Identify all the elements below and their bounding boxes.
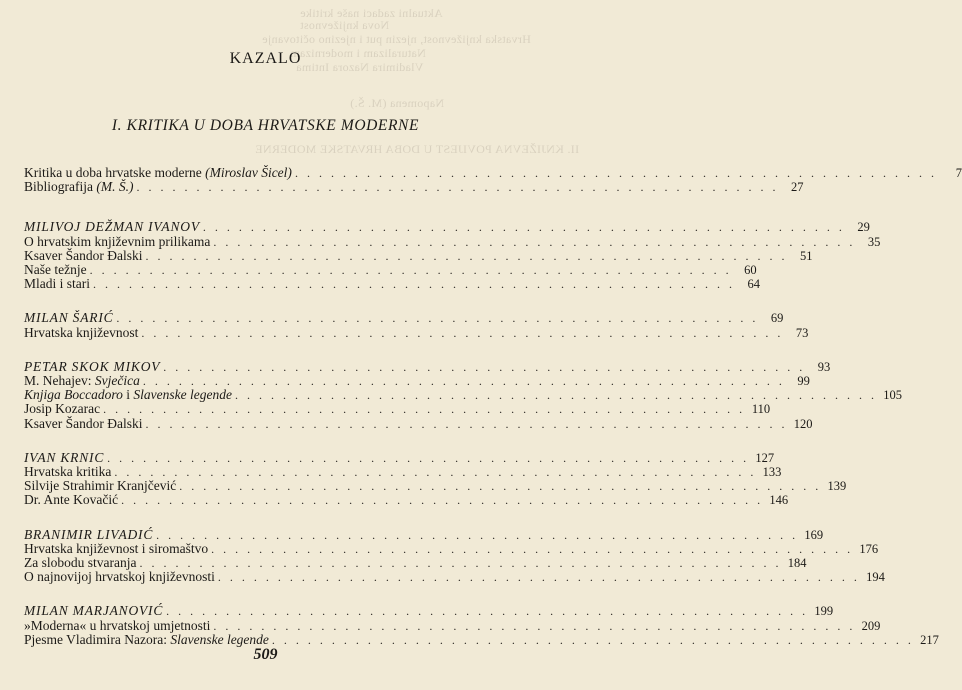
entry-title-text: »Moderna« u hrvatskoj umjetnosti <box>24 617 211 633</box>
entry-page-number: 217 <box>920 632 939 647</box>
author-entry <box>24 603 834 619</box>
entry-title <box>24 180 133 194</box>
section-title: I. KRITIKA U DOBA HRVATSKE MODERNE <box>111 117 420 134</box>
dot-leader: . . . . . . . . . . . . . . . . . . . . . . . . . . . . . . . . . . . . . . . . . . . . . . . . . . . . . . <box>145 248 788 263</box>
entry-title-text: Dr. Ante Kovačić <box>24 492 119 508</box>
entry-title-text: Bibliografija <box>24 179 97 195</box>
entry-page-number: 64 <box>747 277 760 292</box>
entry-title-text: MILAN MARJANOVIĆ <box>24 603 164 619</box>
author-entry <box>24 358 831 374</box>
dot-leader: . . . . . . . . . . . . . . . . . . . . . . . . . . . . . . . . . . . . . . . . . . . . . . . . . . . . . . <box>294 166 937 180</box>
entry-page-number: 176 <box>859 541 879 556</box>
entry-title-text: Za slobodu stvaranja <box>24 555 137 571</box>
dot-leader: . . . . . . . . . . . . . . . . . . . . . . . . . . . . . . . . . . . . . . . . . . . . . . . . . . . . . . <box>139 556 782 571</box>
toc-entry <box>24 373 810 389</box>
entry-title-text: Ksaver Šandor Đalski <box>24 415 143 431</box>
ghost-line: Aktualni zadaci naše kritike <box>300 6 443 20</box>
entry-title-text: Silvije Strahimir Kranjčević <box>24 478 177 494</box>
toc-entry <box>24 492 789 508</box>
entry-title-text: MILAN ŠARIĆ <box>24 310 114 326</box>
entry-title-italic: Svječica <box>94 373 140 389</box>
dot-leader: . . . . . . . . . . . . . . . . . . . . . . . . . . . . . . . . . . . . . . . . . . . . . . . . . . . . . . <box>93 277 735 292</box>
toc-entry <box>24 631 939 647</box>
author-block <box>24 603 939 647</box>
author-block <box>24 219 881 292</box>
entry-page-number: 169 <box>804 527 824 542</box>
dot-leader: . . . . . . . . . . . . . . . . . . . . . . . . . . . . . . . . . . . . . . . . . . . . . . . . . . . . . . <box>213 234 856 249</box>
entry-title-text: Naše težnje <box>24 262 87 278</box>
entry-title <box>24 556 136 570</box>
entry-title-text: O hrvatskim književnim prilikama <box>24 233 211 249</box>
entry-title <box>24 360 160 374</box>
toc-entry <box>24 276 760 292</box>
page-number: 509 <box>253 646 278 663</box>
dot-leader: . . . . . . . . . . . . . . . . . . . . . . . . . . . . . . . . . . . . . . . . . . . . . . . . . . . . . . <box>202 220 845 235</box>
entry-page-number: 194 <box>866 570 885 585</box>
entry-page-number: 184 <box>787 556 807 571</box>
entry-title <box>24 388 232 402</box>
entry-title-text: MILIVOJ DEŽMAN IVANOV <box>24 219 200 235</box>
entry-title-italic: Knjiga Boccadoro <box>24 387 123 403</box>
toc-entry <box>24 540 879 556</box>
entry-title-text: BRANIMIR LIVADIĆ <box>24 526 154 542</box>
entry-title <box>24 493 118 507</box>
entry-page-number: 29 <box>857 220 870 235</box>
author-entry <box>24 219 870 235</box>
entry-title <box>24 263 87 277</box>
dot-leader: . . . . . . . . . . . . . . . . . . . . . . . . . . . . . . . . . . . . . . . . . . . . . . . . . . . . . . <box>116 311 759 326</box>
entry-title-italic: Slavenske legende <box>170 631 269 647</box>
toc-entry <box>24 464 782 480</box>
toc-entry <box>24 247 813 263</box>
dot-leader: . . . . . . . . . . . . . . . . . . . . . . . . . . . . . . . . . . . . . . . . . . . . . . . . . . . . . . <box>271 632 914 647</box>
toc-entry <box>24 617 881 633</box>
ghost-line: II. KNJIŽEVNA POVIJEST U DOBA HRVATSKE MODERNE <box>255 142 580 156</box>
entry-title-italic: (M. Š.) <box>96 179 134 195</box>
entry-title <box>24 479 176 493</box>
toc-entry <box>24 179 804 195</box>
dot-leader: . . . . . . . . . . . . . . . . . . . . . . . . . . . . . . . . . . . . . . . . . . . . . . . . . . . . . . <box>211 541 854 556</box>
entry-title-text: IVAN KRNIC <box>24 449 105 465</box>
entry-title-italic: Slavenske legende <box>133 387 232 403</box>
toc-entry <box>24 569 885 585</box>
entry-page-number: 99 <box>797 374 810 389</box>
dot-leader: . . . . . . . . . . . . . . . . . . . . . . . . . . . . . . . . . . . . . . . . . . . . . . . . . . . . . . <box>234 388 877 403</box>
entry-title <box>24 619 210 633</box>
ghost-line: Nova književnost <box>300 18 390 32</box>
entry-title <box>24 277 90 291</box>
entry-title-text: Pjesme Vladimira Nazora: <box>24 631 171 647</box>
entry-title-text: Ksaver Šandor Đalski <box>24 247 143 263</box>
toc-entry <box>24 401 771 417</box>
dot-leader: . . . . . . . . . . . . . . . . . . . . . . . . . . . . . . . . . . . . . . . . . . . . . . . . . . . . . . <box>145 416 788 431</box>
dot-leader: . . . . . . . . . . . . . . . . . . . . . . . . . . . . . . . . . . . . . . . . . . . . . . . . . . . . . . <box>136 180 779 195</box>
toc-entry <box>24 262 757 278</box>
entry-title <box>24 166 292 180</box>
entry-title-text: Hrvatska književnost <box>24 324 139 340</box>
entry-page-number: 105 <box>883 388 902 403</box>
entry-title <box>24 220 200 234</box>
entry-title-text: Hrvatska književnost i siromaštvo <box>24 540 209 556</box>
entry-page-number: 133 <box>762 465 782 480</box>
dot-leader: . . . . . . . . . . . . . . . . . . . . . . . . . . . . . . . . . . . . . . . . . . . . . . . . . . . . . . <box>103 402 746 417</box>
ghost-line: Napomena (M. Š.) <box>350 96 445 110</box>
entry-page-number: 120 <box>793 416 813 431</box>
entry-title-text: Mladi i stari <box>24 276 90 292</box>
entry-title-text: O najnovijoj hrvatskoj književnosti <box>24 569 215 585</box>
entry-title <box>24 249 142 263</box>
entry-page-number: 27 <box>790 180 804 195</box>
author-entry <box>24 449 775 465</box>
entry-title-text: Kritika u doba hrvatske moderne <box>24 165 206 180</box>
entry-page-number: 127 <box>755 450 775 465</box>
entry-title <box>24 235 210 249</box>
toc-entry <box>24 555 807 571</box>
author-block <box>24 310 809 340</box>
table-of-contents <box>24 165 962 667</box>
toc-entry <box>24 415 813 431</box>
entry-title <box>24 451 104 465</box>
entry-page-number: 69 <box>770 311 784 326</box>
entry-page-number: 110 <box>751 402 771 417</box>
author-entry <box>24 310 784 326</box>
toc-entry <box>24 165 962 180</box>
ghost-line: Naturalizam i modernizam <box>290 46 426 60</box>
dot-leader: . . . . . . . . . . . . . . . . . . . . . . . . . . . . . . . . . . . . . . . . . . . . . . . . . . . . . . <box>179 479 822 494</box>
dot-leader: . . . . . . . . . . . . . . . . . . . . . . . . . . . . . . . . . . . . . . . . . . . . . . . . . . . . . . <box>141 325 784 340</box>
intro-block <box>24 165 962 195</box>
entry-title-text: Josip Kozarac <box>24 401 101 417</box>
ghost-line: Vladimira Nazora Intima <box>296 60 424 74</box>
entry-title-text: M. Nehajev: <box>24 373 95 389</box>
entry-page-number: 51 <box>799 248 813 263</box>
entry-title <box>24 633 269 647</box>
entry-title <box>24 311 113 325</box>
entry-page-number: 209 <box>861 618 881 633</box>
entry-title-text: i <box>122 387 134 403</box>
dot-leader: . . . . . . . . . . . . . . . . . . . . . . . . . . . . . . . . . . . . . . . . . . . . . . . . . . . . . . <box>166 604 809 619</box>
author-block <box>24 449 847 508</box>
dot-leader: . . . . . . . . . . . . . . . . . . . . . . . . . . . . . . . . . . . . . . . . . . . . . . . . . . . . . . <box>156 527 799 542</box>
ghost-line: Hrvatska književnost, njezin put i njezino očitovanje <box>262 32 531 46</box>
entry-page-number: 35 <box>867 234 881 249</box>
entry-title-text: Hrvatska kritika <box>24 464 112 480</box>
author-entry <box>24 526 824 542</box>
entry-title <box>24 326 138 340</box>
entry-page-number: 93 <box>817 359 831 374</box>
entry-title-italic: (Miroslav Šicel) <box>205 165 292 180</box>
dot-leader: . . . . . . . . . . . . . . . . . . . . . . . . . . . . . . . . . . . . . . . . . . . . . . . . . . . . . . <box>114 465 757 480</box>
dot-leader: . . . . . . . . . . . . . . . . . . . . . . . . . . . . . . . . . . . . . . . . . . . . . . . . . . . . . . <box>217 570 860 585</box>
toc-entry <box>24 478 847 494</box>
toc-entry <box>24 387 902 403</box>
dot-leader: . . . . . . . . . . . . . . . . . . . . . . . . . . . . . . . . . . . . . . . . . . . . . . . . . . . . . . <box>121 493 764 508</box>
entry-title <box>24 604 163 618</box>
entry-title <box>24 374 140 388</box>
author-block <box>24 526 885 585</box>
dot-leader: . . . . . . . . . . . . . . . . . . . . . . . . . . . . . . . . . . . . . . . . . . . . . . . . . . . . . . <box>163 359 806 374</box>
index-heading: KAZALO <box>229 50 302 67</box>
entry-title-text: PETAR SKOK MIKOV <box>24 358 161 374</box>
entry-page-number: 7 <box>955 166 962 180</box>
entry-title <box>24 465 111 479</box>
toc-entry <box>24 233 881 249</box>
entry-title <box>24 570 215 584</box>
entry-title <box>24 528 153 542</box>
entry-page-number: 199 <box>814 604 834 619</box>
entry-title <box>24 402 100 416</box>
entry-title <box>24 542 208 556</box>
dot-leader: . . . . . . . . . . . . . . . . . . . . . . . . . . . . . . . . . . . . . . . . . . . . . . . . . . . . . . <box>107 450 750 465</box>
entry-page-number: 60 <box>744 263 757 278</box>
entry-page-number: 146 <box>769 493 789 508</box>
dot-leader: . . . . . . . . . . . . . . . . . . . . . . . . . . . . . . . . . . . . . . . . . . . . . . . . . . . . . . <box>89 263 732 278</box>
author-block <box>24 358 902 431</box>
entry-title <box>24 417 142 431</box>
entry-page-number: 73 <box>795 325 809 340</box>
toc-entry <box>24 324 809 340</box>
dot-leader: . . . . . . . . . . . . . . . . . . . . . . . . . . . . . . . . . . . . . . . . . . . . . . . . . . . . . . <box>213 618 856 633</box>
entry-page-number: 139 <box>827 479 847 494</box>
dot-leader: . . . . . . . . . . . . . . . . . . . . . . . . . . . . . . . . . . . . . . . . . . . . . . . . . . . . . . <box>142 374 785 389</box>
